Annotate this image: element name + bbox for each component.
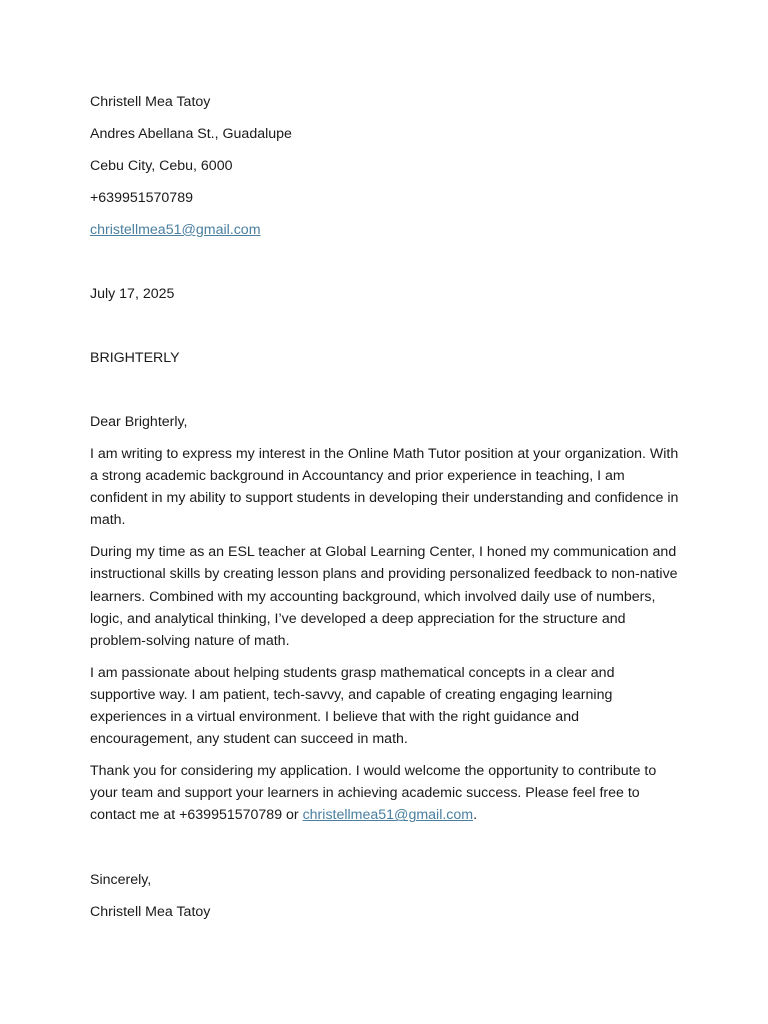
closing: Sincerely,: [90, 871, 152, 888]
body-paragraph-1: I am writing to express my interest in the Online Math Tutor position at your organization. With a strong academic background in Accountancy and prior experience in teaching, I am confident in my ability to support students in developing their understanding and confidence in math.: [90, 446, 679, 529]
spacer: [90, 837, 690, 869]
recipient: BRIGHTERLY: [90, 350, 180, 366]
sender-email-link[interactable]: christellmea51@gmail.com: [90, 222, 261, 238]
paragraph-4-end: .: [473, 807, 478, 824]
cover-letter: [90, 91, 690, 933]
sender-street: Andres Abellana St., Guadalupe: [90, 126, 292, 142]
sender-phone: +639951570789: [90, 190, 193, 206]
spacer: [90, 379, 690, 411]
paragraph-4-text: Thank you for considering my application. I would welcome the opportunity to contribute to your team and support your learners in achieving academic success. Please feel free to contact me at +639951570789 or: [90, 763, 657, 824]
sender-name: Christell Mea Tatoy: [90, 94, 211, 110]
signature: Christell Mea Tatoy: [90, 903, 211, 920]
spacer: [90, 251, 690, 283]
body-paragraph-3: I am passionate about helping students grasp mathematical concepts in a clear and supportive way. I am patient, tech-savvy, and capable of creating engaging learning experiences in a virtual environment. I believe that with the right guidance and encouragement, any student can succeed in math.: [90, 664, 615, 748]
sender-city: Cebu City, Cebu, 6000: [90, 158, 233, 174]
letter-date: July 17, 2025: [90, 286, 175, 302]
body-paragraph-4: [90, 760, 682, 826]
contact-email-link[interactable]: christellmea51@gmail.com: [302, 807, 474, 824]
salutation: Dear Brighterly,: [90, 414, 188, 430]
body-paragraph-2: During my time as an ESL teacher at Global Learning Center, I honed my communication and instructional skills by creating lesson plans and providing personalized feedback to non-native learners. Combined with my accounting background, which involved daily use of numbers, logic, and analytical thinking, I’ve developed a deep appreciation for the structure and problem-solving nature of math.: [90, 544, 678, 649]
sender-email-line: [90, 219, 690, 241]
spacer: [90, 315, 690, 347]
